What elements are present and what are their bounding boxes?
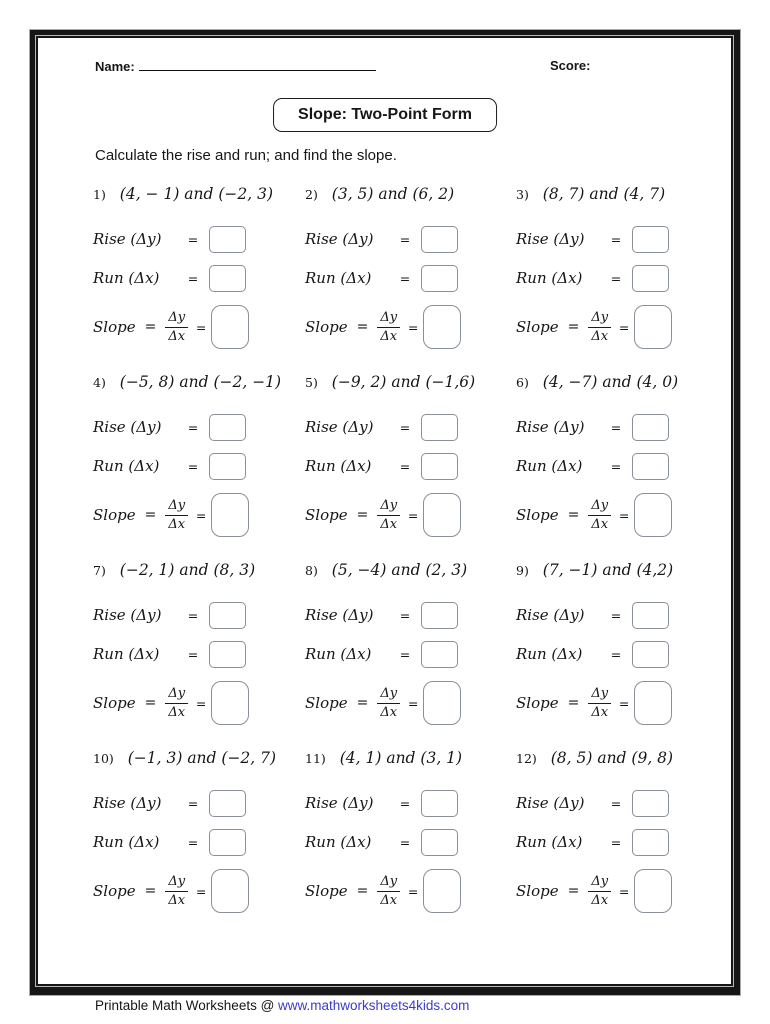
rise-row: [516, 225, 723, 253]
delta-fraction: [165, 310, 188, 344]
problem-points: (−1, 3) and (−2, 7): [127, 749, 277, 767]
slope-row: [516, 867, 723, 915]
rise-answer-box[interactable]: [632, 414, 669, 441]
run-label: Run (Δx): [516, 457, 583, 475]
delta-fraction: [377, 686, 400, 720]
delta-fraction: [588, 498, 611, 532]
equals-sign: =: [610, 646, 622, 662]
problem-number: 6): [516, 375, 529, 390]
equals-sign: =: [618, 319, 630, 335]
equals-sign: =: [399, 834, 411, 850]
slope-answer-box[interactable]: [423, 493, 461, 537]
run-row: [305, 640, 516, 668]
run-row: [305, 264, 516, 292]
problem-6: [516, 373, 723, 561]
slope-row: [93, 867, 305, 915]
equals-sign: =: [399, 270, 411, 286]
run-answer-box[interactable]: [421, 265, 458, 292]
equals-sign: =: [618, 507, 630, 523]
rise-label: Rise (Δy): [305, 606, 374, 624]
equals-sign: =: [399, 231, 411, 247]
rise-answer-box[interactable]: [421, 790, 458, 817]
equals-sign: =: [144, 695, 157, 711]
fraction-numerator: Δy: [165, 498, 188, 516]
rise-row: [516, 601, 723, 629]
run-answer-box[interactable]: [632, 641, 669, 668]
delta-fraction: [588, 874, 611, 908]
name-field-row: [95, 58, 376, 74]
rise-label: Rise (Δy): [516, 230, 585, 248]
equals-sign: =: [187, 646, 199, 662]
problem-7: [93, 561, 305, 749]
problem-number: 11): [305, 751, 326, 766]
equals-sign: =: [356, 319, 369, 335]
slope-label: Slope: [93, 318, 136, 336]
rise-label: Rise (Δy): [93, 418, 162, 436]
fraction-denominator: Δx: [168, 704, 186, 720]
run-answer-box[interactable]: [632, 265, 669, 292]
slope-answer-box[interactable]: [634, 869, 672, 913]
fraction-denominator: Δx: [380, 704, 398, 720]
slope-row: [93, 303, 305, 351]
equals-sign: =: [187, 270, 199, 286]
rise-label: Rise (Δy): [305, 230, 374, 248]
slope-label: Slope: [516, 506, 559, 524]
rise-row: [305, 789, 516, 817]
slope-answer-box[interactable]: [423, 681, 461, 725]
rise-label: Rise (Δy): [93, 230, 162, 248]
fraction-denominator: Δx: [168, 516, 186, 532]
problem-number: 8): [305, 563, 318, 578]
run-answer-box[interactable]: [209, 453, 246, 480]
slope-answer-box[interactable]: [634, 493, 672, 537]
fraction-denominator: Δx: [380, 328, 398, 344]
run-row: [305, 828, 516, 856]
problem-statement: [305, 373, 516, 397]
run-label: Run (Δx): [305, 269, 372, 287]
footer: [95, 998, 469, 1013]
problem-number: 7): [93, 563, 106, 578]
problem-4: [93, 373, 305, 561]
problem-12: [516, 749, 723, 937]
problem-1: [93, 185, 305, 373]
fraction-denominator: Δx: [380, 516, 398, 532]
run-row: [516, 264, 723, 292]
rise-label: Rise (Δy): [516, 418, 585, 436]
problem-number: 3): [516, 187, 529, 202]
equals-sign: =: [567, 883, 580, 899]
fraction-denominator: Δx: [168, 892, 186, 908]
equals-sign: =: [187, 419, 199, 435]
fraction-numerator: Δy: [377, 686, 400, 704]
slope-label: Slope: [305, 882, 348, 900]
slope-answer-box[interactable]: [634, 305, 672, 349]
rise-label: Rise (Δy): [305, 418, 374, 436]
equals-sign: =: [187, 795, 199, 811]
footer-link[interactable]: www.mathworksheets4kids.com: [278, 998, 470, 1013]
equals-sign: =: [610, 458, 622, 474]
fraction-numerator: Δy: [165, 310, 188, 328]
run-row: [305, 452, 516, 480]
equals-sign: =: [610, 607, 622, 623]
problem-statement: [305, 561, 516, 585]
equals-sign: =: [195, 695, 207, 711]
problem-statement: [93, 561, 305, 585]
rise-row: [93, 601, 305, 629]
problem-3: [516, 185, 723, 373]
problem-points: (8, 5) and (9, 8): [550, 749, 674, 767]
fraction-numerator: Δy: [588, 874, 611, 892]
run-label: Run (Δx): [516, 269, 583, 287]
equals-sign: =: [567, 319, 580, 335]
equals-sign: =: [407, 507, 419, 523]
fraction-numerator: Δy: [377, 874, 400, 892]
fraction-numerator: Δy: [588, 686, 611, 704]
run-answer-box[interactable]: [632, 829, 669, 856]
run-label: Run (Δx): [93, 833, 160, 851]
rise-answer-box[interactable]: [632, 226, 669, 253]
rise-answer-box[interactable]: [209, 790, 246, 817]
slope-answer-box[interactable]: [211, 493, 249, 537]
equals-sign: =: [399, 795, 411, 811]
problem-number: 12): [516, 751, 537, 766]
run-label: Run (Δx): [305, 833, 372, 851]
problem-number: 5): [305, 375, 318, 390]
problem-points: (−5, 8) and (−2, −1): [119, 373, 282, 391]
run-row: [93, 828, 305, 856]
slope-label: Slope: [305, 318, 348, 336]
fraction-numerator: Δy: [165, 874, 188, 892]
run-label: Run (Δx): [93, 645, 160, 663]
equals-sign: =: [618, 883, 630, 899]
rise-row: [93, 789, 305, 817]
slope-label: Slope: [516, 318, 559, 336]
rise-answer-box[interactable]: [632, 602, 669, 629]
problem-points: (7, −1) and (4,2): [542, 561, 674, 579]
slope-row: [516, 679, 723, 727]
run-answer-box[interactable]: [421, 641, 458, 668]
run-row: [516, 452, 723, 480]
delta-fraction: [377, 498, 400, 532]
slope-label: Slope: [93, 882, 136, 900]
problem-points: (3, 5) and (6, 2): [331, 185, 455, 203]
equals-sign: =: [399, 419, 411, 435]
equals-sign: =: [618, 695, 630, 711]
run-label: Run (Δx): [93, 457, 160, 475]
problem-number: 4): [93, 375, 106, 390]
problem-5: [305, 373, 516, 561]
footer-text: Printable Math Worksheets @: [95, 998, 279, 1013]
rise-label: Rise (Δy): [516, 606, 585, 624]
worksheet-title: Slope: Two-Point Form: [273, 98, 497, 132]
equals-sign: =: [407, 319, 419, 335]
slope-answer-box[interactable]: [211, 681, 249, 725]
slope-row: [93, 491, 305, 539]
rise-row: [516, 789, 723, 817]
run-row: [516, 640, 723, 668]
slope-label: Slope: [93, 694, 136, 712]
equals-sign: =: [610, 795, 622, 811]
equals-sign: =: [407, 883, 419, 899]
equals-sign: =: [195, 319, 207, 335]
rise-label: Rise (Δy): [93, 606, 162, 624]
run-row: [93, 264, 305, 292]
fraction-denominator: Δx: [380, 892, 398, 908]
slope-row: [305, 867, 516, 915]
rise-label: Rise (Δy): [93, 794, 162, 812]
problem-number: 1): [93, 187, 106, 202]
slope-answer-box[interactable]: [423, 869, 461, 913]
equals-sign: =: [187, 231, 199, 247]
equals-sign: =: [407, 695, 419, 711]
problem-points: (4, 1) and (3, 1): [339, 749, 463, 767]
equals-sign: =: [567, 695, 580, 711]
problem-statement: [93, 185, 305, 209]
equals-sign: =: [399, 646, 411, 662]
problem-11: [305, 749, 516, 937]
slope-row: [516, 491, 723, 539]
run-answer-box[interactable]: [209, 641, 246, 668]
fraction-numerator: Δy: [165, 686, 188, 704]
run-row: [93, 640, 305, 668]
equals-sign: =: [610, 834, 622, 850]
delta-fraction: [165, 686, 188, 720]
run-row: [93, 452, 305, 480]
delta-fraction: [377, 874, 400, 908]
equals-sign: =: [399, 607, 411, 623]
equals-sign: =: [195, 507, 207, 523]
slope-label: Slope: [93, 506, 136, 524]
problem-points: (4, −7) and (4, 0): [542, 373, 679, 391]
problem-number: 10): [93, 751, 114, 766]
fraction-denominator: Δx: [591, 516, 609, 532]
equals-sign: =: [144, 507, 157, 523]
run-label: Run (Δx): [93, 269, 160, 287]
rise-row: [516, 413, 723, 441]
run-answer-box[interactable]: [421, 453, 458, 480]
run-label: Run (Δx): [516, 833, 583, 851]
run-label: Run (Δx): [516, 645, 583, 663]
fraction-numerator: Δy: [588, 310, 611, 328]
slope-row: [305, 679, 516, 727]
equals-sign: =: [567, 507, 580, 523]
fraction-numerator: Δy: [377, 498, 400, 516]
slope-answer-box[interactable]: [423, 305, 461, 349]
problem-points: (−2, 1) and (8, 3): [119, 561, 256, 579]
problem-statement: [93, 373, 305, 397]
slope-row: [305, 303, 516, 351]
fraction-numerator: Δy: [588, 498, 611, 516]
fraction-numerator: Δy: [377, 310, 400, 328]
slope-row: [305, 491, 516, 539]
equals-sign: =: [144, 319, 157, 335]
run-answer-box[interactable]: [421, 829, 458, 856]
problem-statement: [516, 373, 723, 397]
rise-answer-box[interactable]: [209, 226, 246, 253]
fraction-denominator: Δx: [168, 328, 186, 344]
problems-grid: [93, 185, 723, 937]
name-blank-line[interactable]: [139, 58, 376, 71]
rise-answer-box[interactable]: [209, 414, 246, 441]
slope-answer-box[interactable]: [634, 681, 672, 725]
slope-label: Slope: [305, 506, 348, 524]
fraction-denominator: Δx: [591, 328, 609, 344]
rise-row: [305, 413, 516, 441]
equals-sign: =: [187, 834, 199, 850]
name-label: Name:: [95, 59, 135, 74]
rise-answer-box[interactable]: [421, 414, 458, 441]
rise-answer-box[interactable]: [421, 602, 458, 629]
equals-sign: =: [195, 883, 207, 899]
slope-label: Slope: [516, 694, 559, 712]
problem-number: 9): [516, 563, 529, 578]
equals-sign: =: [610, 231, 622, 247]
run-answer-box[interactable]: [209, 829, 246, 856]
problem-8: [305, 561, 516, 749]
problem-10: [93, 749, 305, 937]
delta-fraction: [588, 310, 611, 344]
rise-answer-box[interactable]: [421, 226, 458, 253]
slope-row: [93, 679, 305, 727]
problem-points: (8, 7) and (4, 7): [542, 185, 666, 203]
equals-sign: =: [144, 883, 157, 899]
problem-9: [516, 561, 723, 749]
fraction-denominator: Δx: [591, 892, 609, 908]
equals-sign: =: [356, 507, 369, 523]
delta-fraction: [588, 686, 611, 720]
rise-row: [93, 225, 305, 253]
run-row: [516, 828, 723, 856]
slope-label: Slope: [305, 694, 348, 712]
problem-2: [305, 185, 516, 373]
fraction-denominator: Δx: [591, 704, 609, 720]
equals-sign: =: [356, 883, 369, 899]
slope-row: [516, 303, 723, 351]
problem-statement: [516, 749, 723, 773]
delta-fraction: [165, 498, 188, 532]
equals-sign: =: [399, 458, 411, 474]
slope-label: Slope: [516, 882, 559, 900]
problem-number: 2): [305, 187, 318, 202]
problem-points: (5, −4) and (2, 3): [331, 561, 468, 579]
run-label: Run (Δx): [305, 645, 372, 663]
problem-points: (−9, 2) and (−1,6): [331, 373, 476, 391]
run-answer-box[interactable]: [209, 265, 246, 292]
rise-answer-box[interactable]: [209, 602, 246, 629]
rise-label: Rise (Δy): [516, 794, 585, 812]
equals-sign: =: [187, 458, 199, 474]
slope-answer-box[interactable]: [211, 869, 249, 913]
run-answer-box[interactable]: [632, 453, 669, 480]
delta-fraction: [165, 874, 188, 908]
problem-statement: [516, 561, 723, 585]
problem-points: (4, − 1) and (−2, 3): [119, 185, 274, 203]
rise-answer-box[interactable]: [632, 790, 669, 817]
problem-statement: [305, 749, 516, 773]
problem-statement: [305, 185, 516, 209]
rise-row: [93, 413, 305, 441]
rise-label: Rise (Δy): [305, 794, 374, 812]
equals-sign: =: [610, 270, 622, 286]
problem-statement: [93, 749, 305, 773]
equals-sign: =: [610, 419, 622, 435]
equals-sign: =: [356, 695, 369, 711]
rise-row: [305, 601, 516, 629]
score-label: Score:: [550, 58, 591, 73]
problem-statement: [516, 185, 723, 209]
rise-row: [305, 225, 516, 253]
slope-answer-box[interactable]: [211, 305, 249, 349]
run-label: Run (Δx): [305, 457, 372, 475]
delta-fraction: [377, 310, 400, 344]
equals-sign: =: [187, 607, 199, 623]
instruction-text: Calculate the rise and run; and find the slope.: [95, 147, 397, 164]
